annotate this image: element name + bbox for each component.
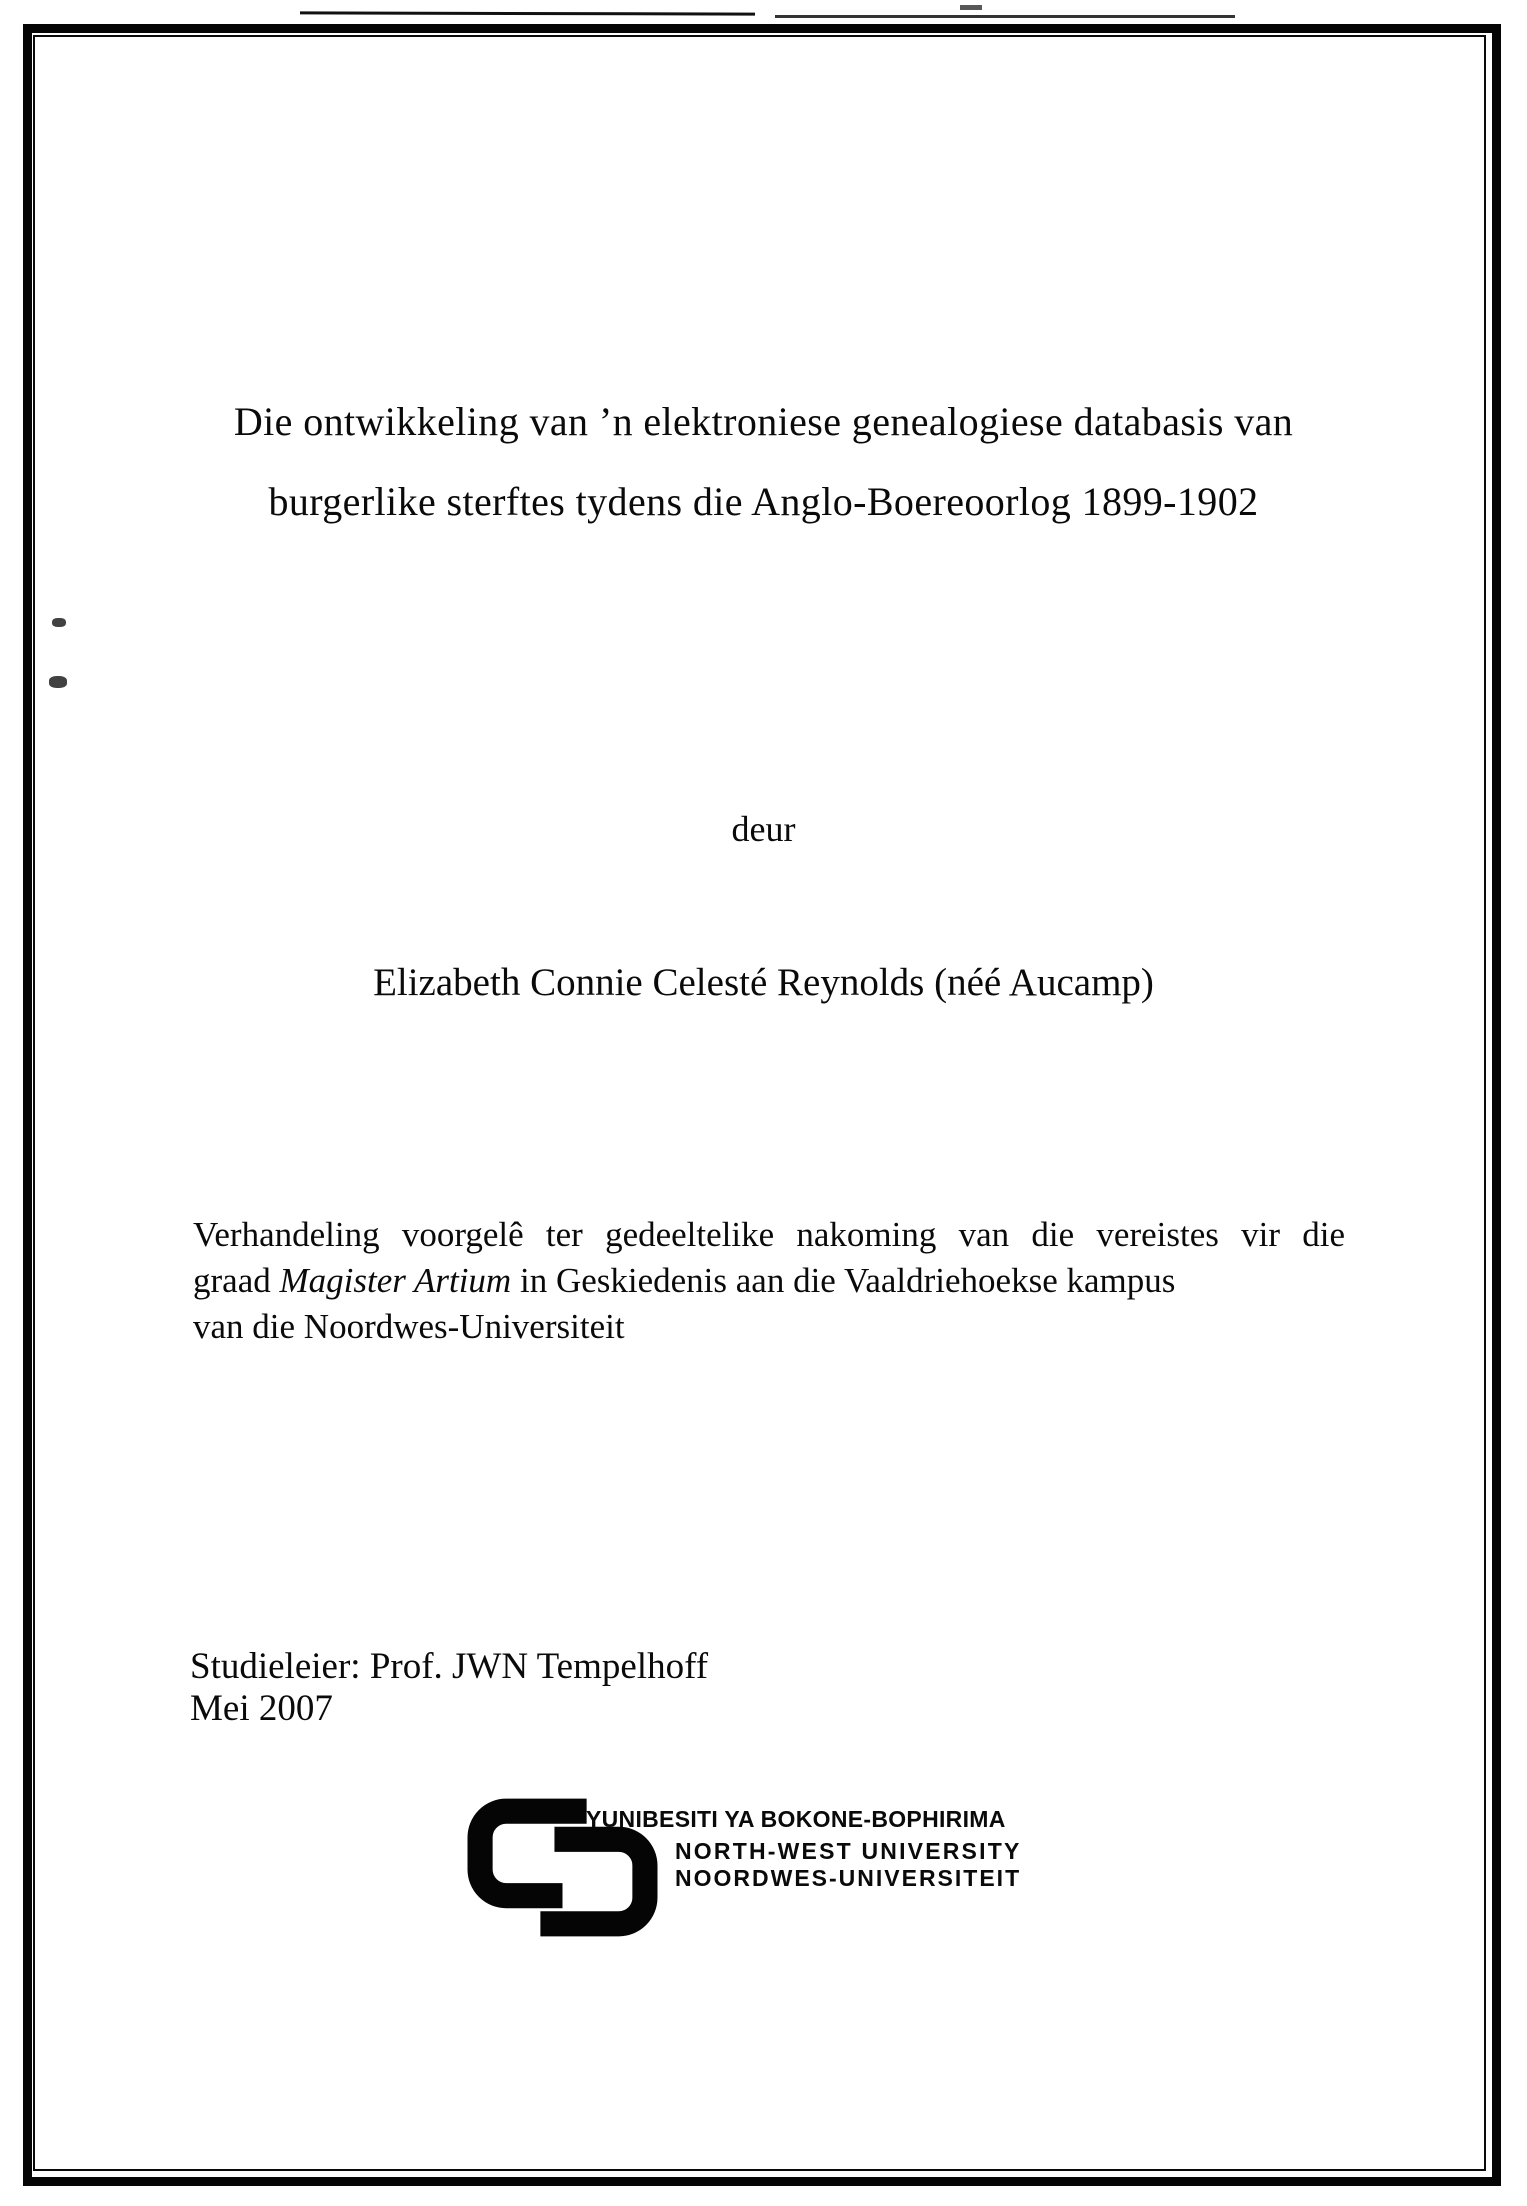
submission-statement xyxy=(193,1212,1345,1350)
scan-artifact-line xyxy=(300,11,755,15)
byline-deur: deur xyxy=(731,809,796,849)
logo-text-afrikaans: NOORDWES-UNIVERSITEIT xyxy=(675,1865,1022,1891)
thesis-title-line-1: Die ontwikkeling van ’n elektroniese genealogiese databasis van xyxy=(233,399,1294,444)
submission-line-2 xyxy=(193,1258,1345,1304)
logo-text-english: NORTH-WEST UNIVERSITY xyxy=(675,1838,1022,1864)
thesis-title-line-2: burgerlike sterftes tydens die Anglo-Boereoorlog 1899-1902 xyxy=(268,479,1259,524)
scan-artifact-line xyxy=(775,15,1235,18)
scan-artifact-speck xyxy=(52,618,66,627)
scan-artifact-speck xyxy=(960,5,982,10)
scan-artifact-speck xyxy=(49,676,67,688)
date-line: Mei 2007 xyxy=(190,1688,333,1729)
supervisor-line: Studieleier: Prof. JWN Tempelhoff xyxy=(190,1646,709,1687)
degree-name-italic: Magister Artium xyxy=(279,1261,512,1300)
author-name: Elizabeth Connie Celesté Reynolds (néé Aucamp) xyxy=(373,961,1154,1004)
submission-line-3: van die Noordwes-Universiteit xyxy=(193,1307,625,1346)
submission-line-1: Verhandeling voorgelê ter gedeeltelike nakoming van die vereistes vir die xyxy=(193,1215,1345,1254)
logo-text-setswana: YUNIBESITI YA BOKONE-BOPHIRIMA xyxy=(586,1806,1006,1832)
submission-line-2-prefix: graad xyxy=(193,1261,280,1300)
submission-line-2-suffix: in Geskiedenis aan die Vaaldriehoekse kampus xyxy=(511,1261,1176,1300)
